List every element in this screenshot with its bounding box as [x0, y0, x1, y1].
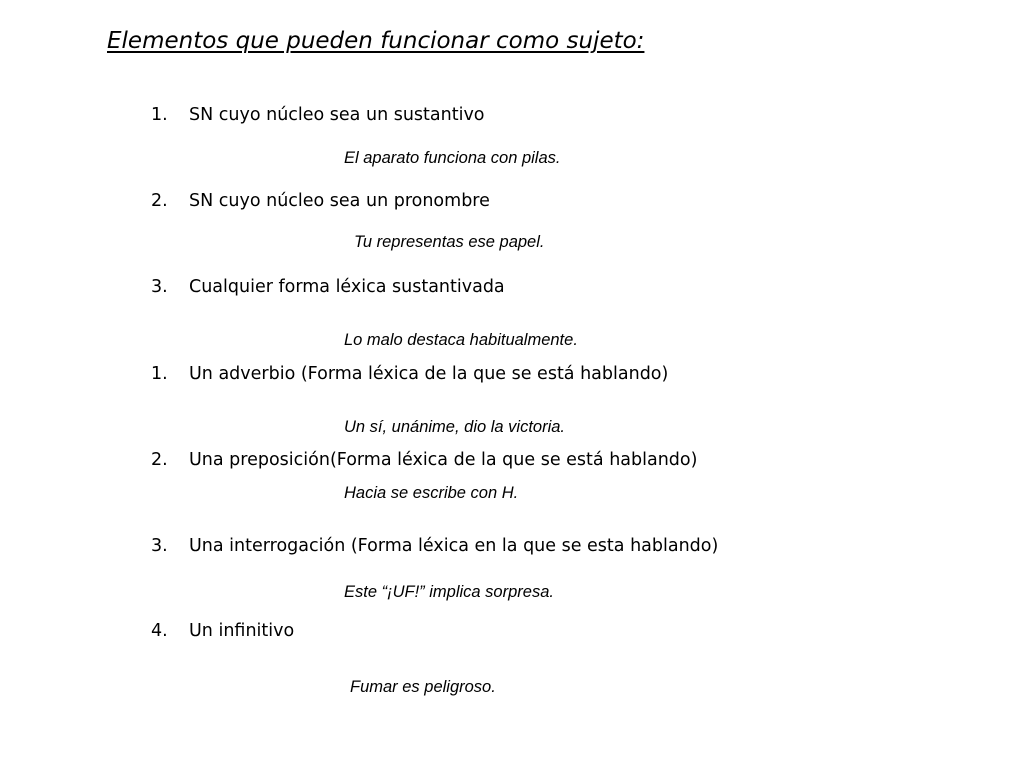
example-sentence: Este “¡UF!” implica sorpresa.: [344, 583, 554, 601]
item-text: Una interrogación (Forma léxica en la que se esta hablando): [189, 536, 719, 556]
item-number: 2.: [151, 450, 168, 470]
item-number: 1.: [151, 364, 168, 384]
list-item: [151, 190, 490, 212]
list-item: [151, 104, 485, 126]
list-item: [151, 535, 718, 557]
example-sentence: El aparato funciona con pilas.: [344, 149, 561, 167]
list-item: [151, 276, 505, 298]
item-text: Un infinitivo: [189, 621, 295, 641]
page-title: Elementos que pueden funcionar como sujeto:: [107, 28, 645, 54]
item-number: 1.: [151, 105, 168, 125]
example-sentence: Lo malo destaca habitualmente.: [344, 331, 578, 349]
example-sentence: Un sí, unánime, dio la victoria.: [344, 418, 566, 436]
item-text: Una preposición(Forma léxica de la que se está hablando): [189, 450, 698, 470]
list-item: [151, 449, 697, 471]
example-sentence: Tu representas ese papel.: [354, 233, 545, 251]
item-text: Un adverbio (Forma léxica de la que se está hablando): [189, 364, 669, 384]
example-sentence: Fumar es peligroso.: [350, 678, 496, 696]
item-number: 4.: [151, 621, 168, 641]
list-item: [151, 363, 668, 385]
item-text: Cualquier forma léxica sustantivada: [189, 277, 505, 297]
item-number: 2.: [151, 191, 168, 211]
example-sentence: Hacia se escribe con H.: [344, 484, 519, 502]
item-number: 3.: [151, 536, 168, 556]
list-item: [151, 620, 294, 642]
item-text: SN cuyo núcleo sea un pronombre: [189, 191, 490, 211]
item-text: SN cuyo núcleo sea un sustantivo: [189, 105, 485, 125]
item-number: 3.: [151, 277, 168, 297]
